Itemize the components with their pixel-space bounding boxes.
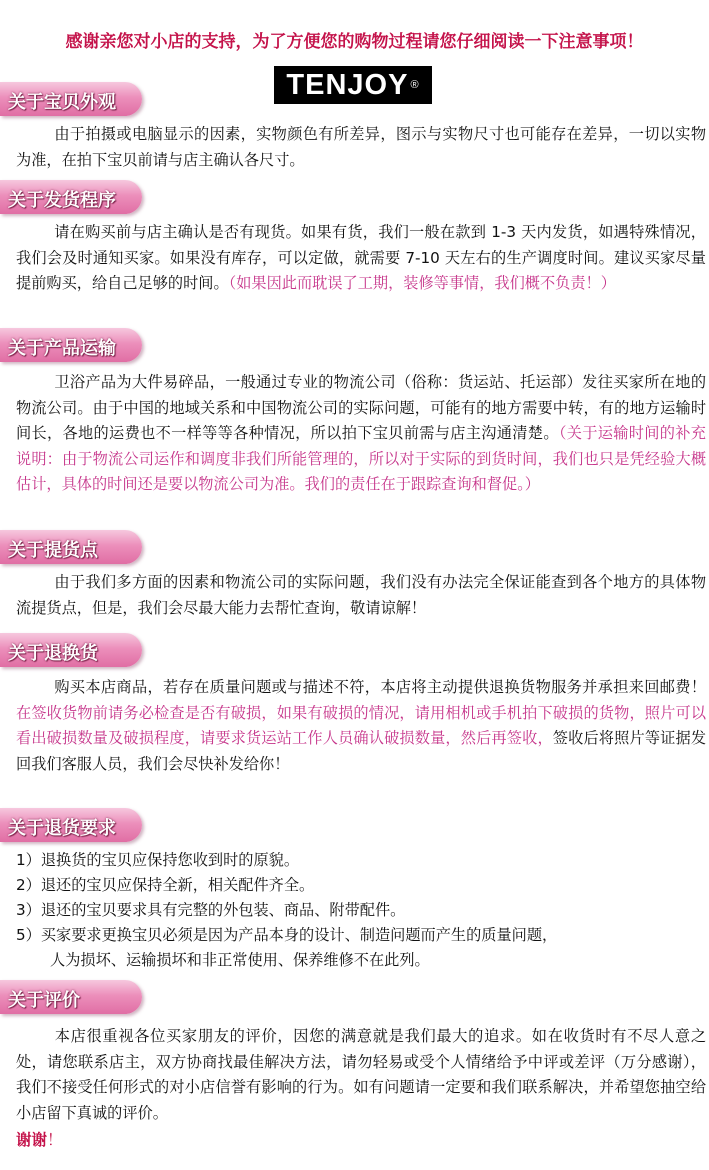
section-body-appearance — [16, 122, 706, 173]
section-title: 关于宝贝外观 — [8, 92, 116, 113]
section-tab-appearance — [0, 82, 142, 116]
body-text: 本店很重视各位买家朋友的评价，因您的满意就是我们最大的追求。如在收货时有不尽人意之处，请您联系店主，双方协商找最佳解决方法，请勿轻易或受个人情绪给予中评或差评（万分感谢），我们不接受任何形式的对小店信誉有影响的行为。如有问题请一定要和我们联系解决，并希望您抽空给小店留下真诚的评价。 — [16, 1027, 706, 1122]
section-body-shipping — [16, 220, 706, 297]
page-title: 感谢亲您对小店的支持，为了方便您的购物过程请您仔细阅读一下注意事项！ — [65, 32, 644, 52]
body-text: 由于拍摄或电脑显示的因素，实物颜色有所差异，图示与实物尺寸也可能存在差异，一切以实物为准，在拍下宝贝前请与店主确认各尺寸。 — [16, 125, 706, 169]
list-item: 2）退还的宝贝应保持全新，相关配件齐全。 — [16, 876, 315, 894]
section-body-pickup — [16, 570, 706, 621]
list-item: 1）退换货的宝贝应保持您收到时的原貌。 — [16, 851, 300, 869]
note-text: 在签收货物前请务必检查是否有破损，如果有破损的情况，请用相机或手机拍下破损的货物，照片可以看出破损数量及破损程度，请要求货运站工作人员确认破损数量，然后再签收， — [16, 703, 706, 747]
section-title: 关于退货要求 — [8, 818, 116, 839]
list-item: 3）退还的宝贝要求具有完整的外包装、商品、附带配件。 — [16, 901, 406, 919]
body-text: 由于我们多方面的因素和物流公司的实际问题，我们没有办法完全保证能查到各个地方的具体物流提货点，但是，我们会尽最大能力去帮忙查询，敬请谅解！ — [16, 573, 706, 617]
section-tab-shipping — [0, 180, 142, 214]
note-text: （如果因此而耽误了工期，装修等事情，我们概不负责！） — [228, 274, 616, 292]
section-tab-review — [0, 980, 142, 1014]
section-body-review — [16, 1024, 706, 1126]
brand-logo — [274, 66, 432, 104]
section-title: 关于产品运输 — [8, 338, 116, 359]
thanks-word: 谢谢 — [16, 1131, 48, 1149]
logo-text: TENJOY — [286, 68, 409, 101]
note-text: （关于运输时间的补充说明：由于物流公司运作和调度非我们所能管理的，所以对于实际的到货时间，我们也只是凭经验大概估计，具体的时间还是要以物流公司为准。我们的责任在于跟踪查询和督促。） — [16, 424, 706, 493]
thanks-mark: ！ — [47, 1131, 63, 1149]
section-tab-return-rules — [0, 808, 142, 842]
section-title: 关于退换货 — [8, 643, 98, 664]
section-tab-transport — [0, 328, 142, 362]
section-title: 关于提货点 — [8, 540, 98, 561]
list-item-continuation: 人为损坏、运输损坏和非正常使用、保养维修不在此列。 — [50, 951, 430, 969]
section-body-transport — [16, 370, 706, 498]
thanks-text — [16, 1128, 63, 1150]
body-text: 卫浴产品为大件易碎品，一般通过专业的物流公司（俗称：货运站、托运部）发往买家所在地的物流公司。由于中国的地域关系和中国物流公司的实际问题，可能有的地方需要中转，有的地方运输时间长，各地的运费也不一样等等各种情况，所以拍下宝贝前需与店主沟通清楚。 — [16, 373, 706, 442]
section-title: 关于发货程序 — [8, 190, 116, 211]
return-rules-list — [16, 848, 706, 973]
section-tab-pickup — [0, 530, 142, 564]
section-title: 关于评价 — [8, 990, 80, 1011]
section-tab-exchange — [0, 633, 142, 667]
list-item: 5）买家要求更换宝贝必须是因为产品本身的设计、制造问题而产生的质量问题， — [16, 926, 558, 944]
section-body-exchange — [16, 675, 706, 777]
body-text-end: 签收后将照片等证据发回我们客服人员，我们会尽快补发给你！ — [16, 729, 707, 773]
body-text: 购买本店商品，若存在质量问题或与描述不符，本店将主动提供退换货物服务并承担来回邮费！ — [54, 678, 706, 696]
registered-mark: ® — [410, 79, 420, 91]
body-text: 请在购买前与店主确认是否有现货。如果有货，我们一般在款到 1-3 天内发货，如遇特殊情况，我们会及时通知买家。如果没有库存，可以定做，就需要 7-10 天左右的生产调度时间。建议买家尽量提前购买，给自己足够的时间。 — [16, 223, 706, 292]
